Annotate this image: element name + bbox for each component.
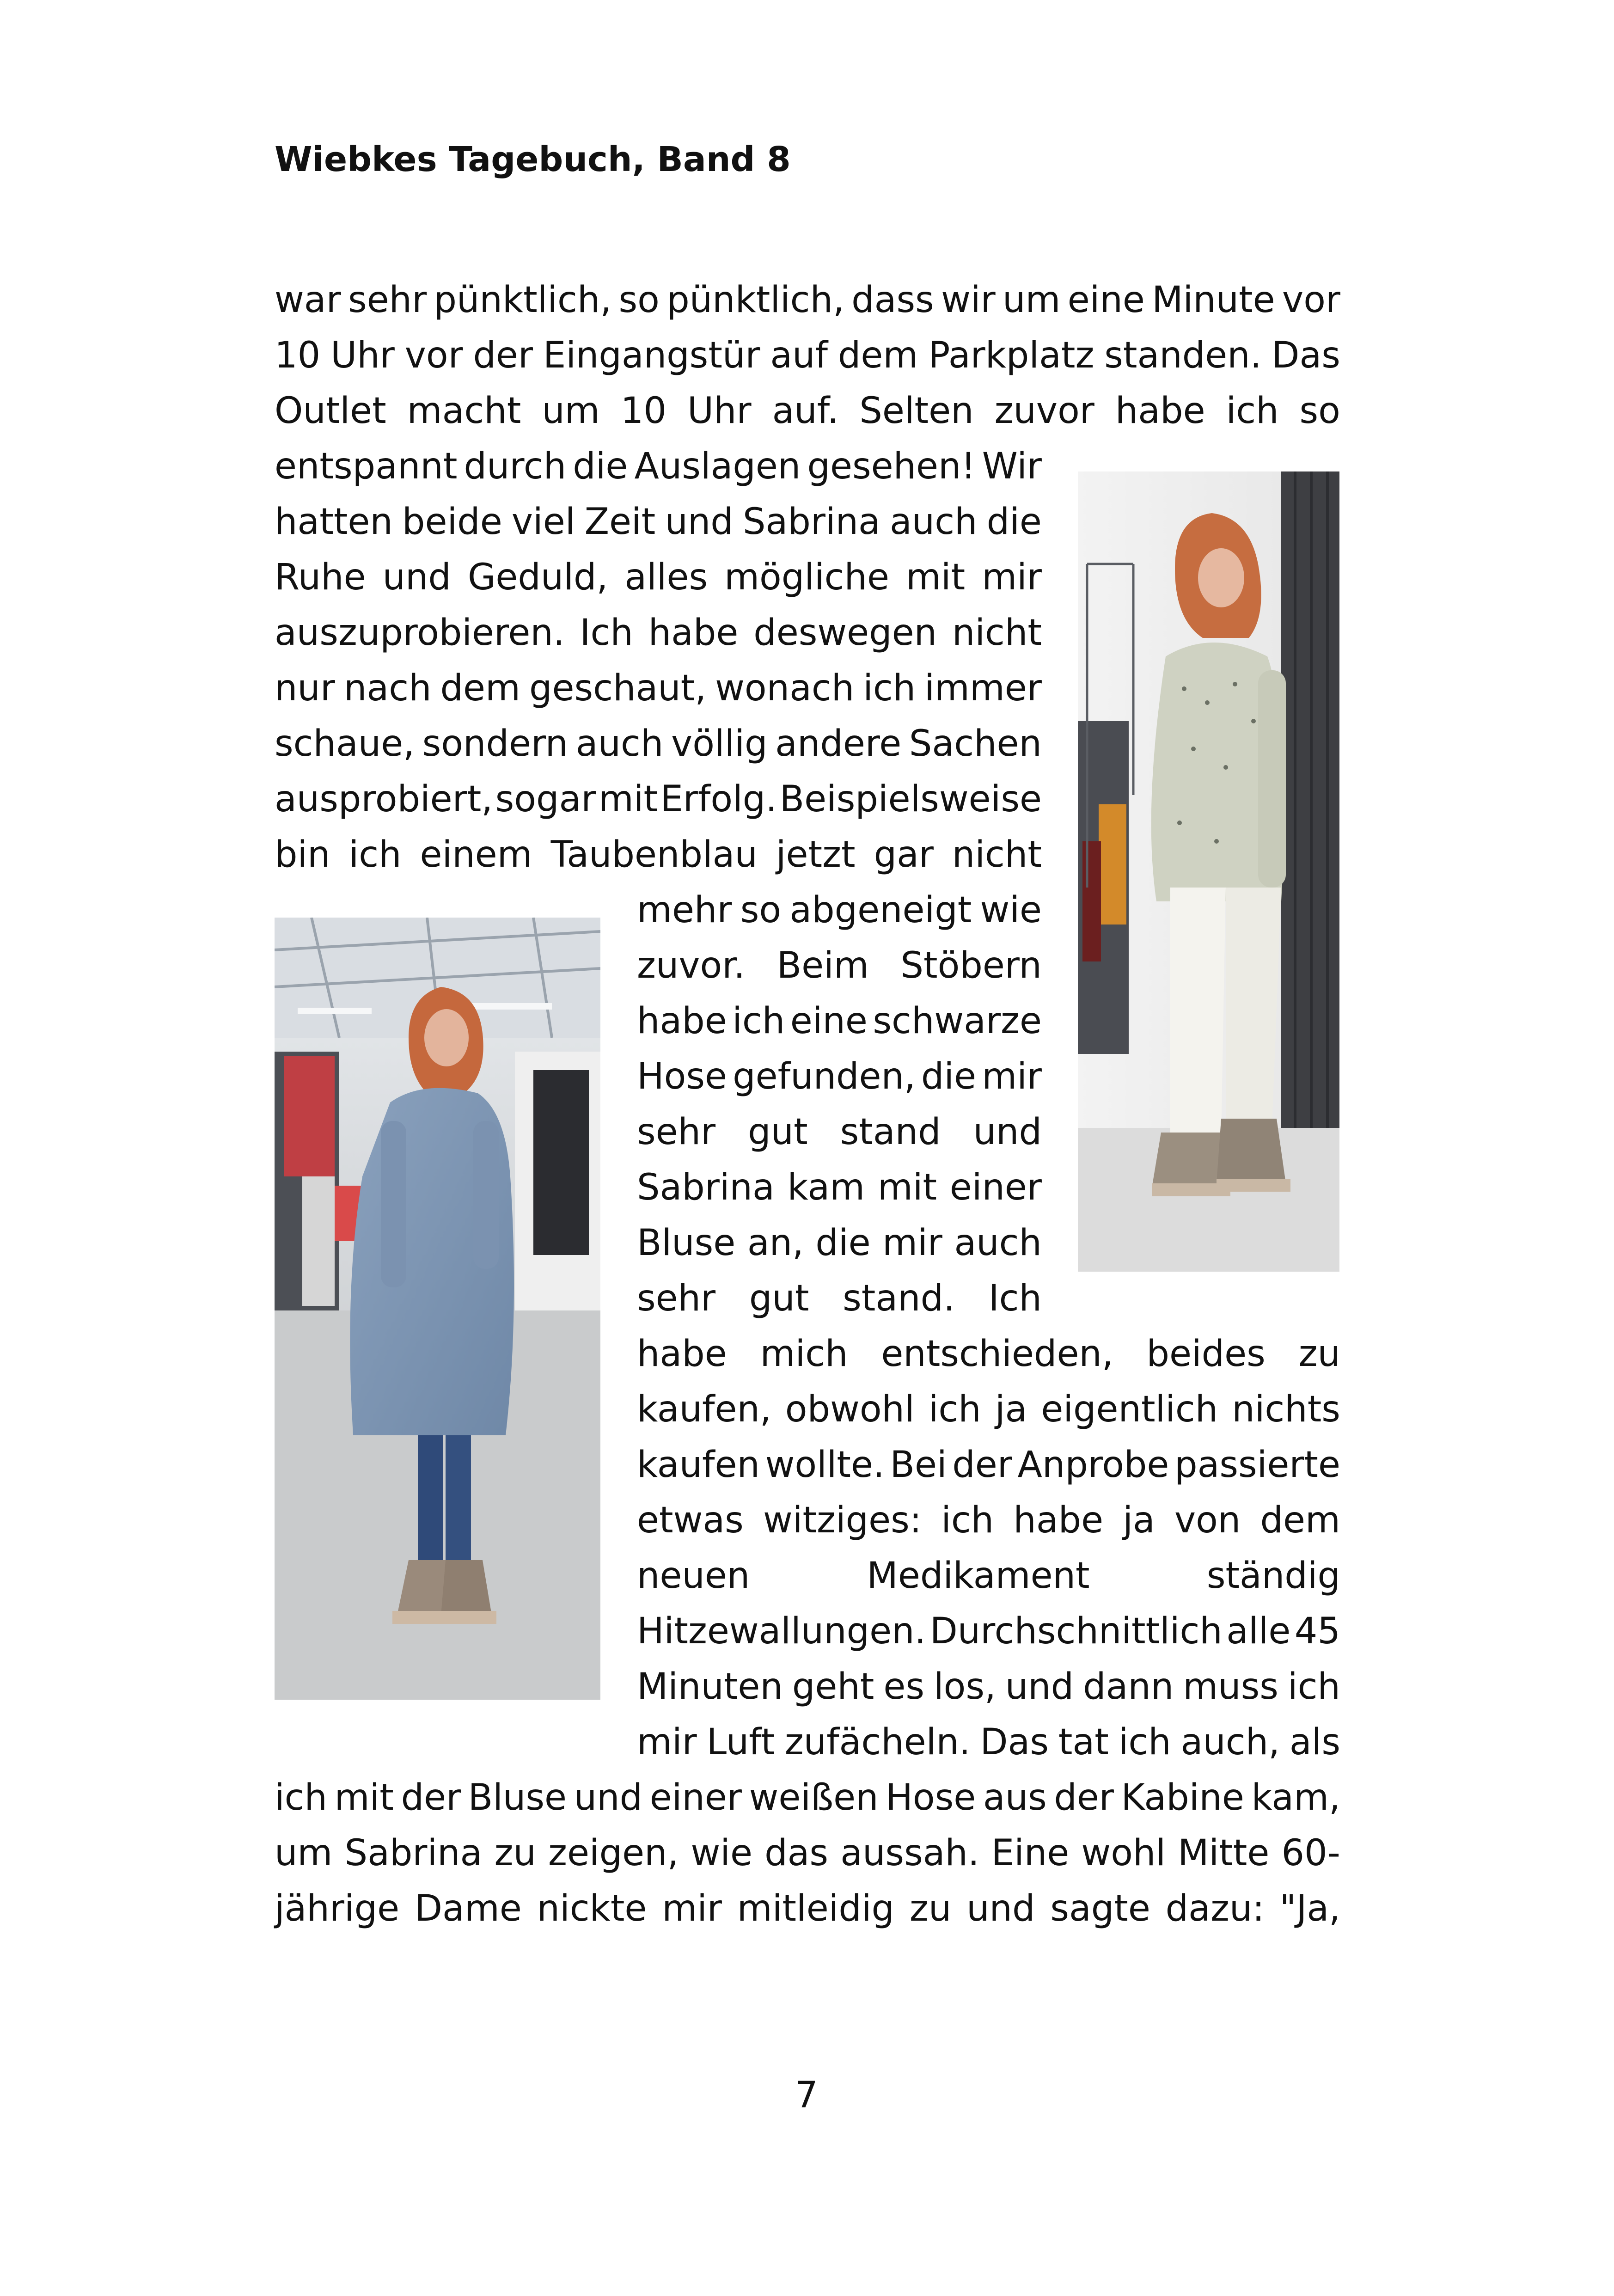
word: dem [440, 667, 521, 709]
text-line [275, 834, 1042, 876]
word: eine [790, 1000, 868, 1042]
word: so [1299, 390, 1340, 432]
word: schwarze [873, 1000, 1042, 1042]
word: ich [348, 834, 402, 876]
text-line [637, 1169, 1042, 1206]
photo-blue-coat [275, 918, 600, 1700]
word: ich [1118, 1721, 1171, 1763]
word: vor [1282, 279, 1340, 321]
word: ständig [1206, 1555, 1340, 1597]
word: passierte [1174, 1444, 1340, 1486]
word: auch [575, 723, 664, 765]
word: muss [1183, 1666, 1278, 1708]
word: gefunden, [733, 1056, 916, 1097]
word: sondern [422, 723, 569, 765]
word: kaufen [637, 1444, 760, 1486]
word: habe [1013, 1500, 1104, 1541]
word: dem [1260, 1500, 1340, 1541]
word: sagte [1050, 1888, 1150, 1929]
word: zufächeln. [784, 1721, 971, 1763]
word: ich [1287, 1666, 1340, 1708]
word: hatten [275, 501, 393, 543]
word: durch [464, 446, 567, 487]
word: war [275, 279, 341, 321]
text-line [275, 557, 1042, 598]
text-line [637, 945, 1042, 986]
word: der [952, 1444, 1012, 1486]
word: ich [732, 1000, 785, 1042]
word: Das [980, 1721, 1049, 1763]
word: pünktlich, [434, 279, 612, 321]
word: habe [1115, 390, 1205, 432]
word: eine [1067, 279, 1145, 321]
word: 10 [275, 335, 321, 376]
word: und [1005, 1666, 1074, 1708]
word: nicht [952, 612, 1042, 654]
word: das [764, 1832, 829, 1874]
word: Selten [859, 390, 974, 432]
word: auch [954, 1222, 1042, 1264]
word: sehr [348, 279, 427, 321]
word: um [1003, 279, 1061, 321]
word: mit [334, 1777, 394, 1818]
word: eigentlich [1041, 1389, 1218, 1430]
word: Bluse [637, 1222, 736, 1264]
word: kam, [1251, 1777, 1340, 1818]
text-line [637, 1278, 1042, 1319]
text-line [637, 1389, 1340, 1430]
word: und [574, 1777, 643, 1818]
word: andere [775, 723, 902, 765]
text-line [637, 1000, 1042, 1042]
word: wie [691, 1832, 752, 1874]
word: obwohl [785, 1389, 915, 1430]
word: ich [863, 667, 916, 709]
word: Sabrina [743, 501, 880, 543]
word: als [1289, 1721, 1340, 1763]
word: habe [637, 1000, 727, 1042]
word: ja [995, 1389, 1027, 1430]
word: auf [770, 335, 828, 376]
word: Minuten [637, 1666, 783, 1708]
word: stand. [843, 1278, 955, 1319]
word: Eine [991, 1832, 1070, 1874]
word: neuen [637, 1555, 750, 1597]
word: Bei [890, 1444, 947, 1486]
word: mir [982, 1056, 1042, 1097]
word: und [966, 1888, 1035, 1929]
word: aussah. [840, 1832, 979, 1874]
word: so [740, 889, 782, 931]
word: ich [275, 1777, 327, 1818]
word: mit [598, 778, 658, 820]
word: entspannt [275, 446, 458, 487]
word: Dame [414, 1888, 522, 1929]
word: mir [982, 557, 1042, 598]
word: die [573, 446, 628, 487]
word: ich [941, 1500, 994, 1541]
word: mögliche [724, 557, 889, 598]
word: mit [877, 1167, 937, 1208]
word: Kabine [1121, 1777, 1244, 1818]
text-line [637, 1333, 1340, 1375]
word: Das [1272, 335, 1340, 376]
word: witziges: [763, 1500, 922, 1541]
word: habe [648, 612, 739, 654]
word: gesehen! [807, 446, 976, 487]
word: vor [404, 335, 463, 376]
word: Erfolg. [660, 778, 777, 820]
word: so [618, 279, 660, 321]
word: zuvor. [637, 945, 745, 986]
word: sogar [495, 778, 596, 820]
word: gar [874, 834, 934, 876]
word: nur [275, 667, 335, 709]
word: auszuprobieren. [275, 612, 565, 654]
word: Ich [988, 1278, 1042, 1319]
word: ich [928, 1389, 981, 1430]
text-line [637, 1721, 1340, 1763]
word: geschaut, [529, 667, 707, 709]
word: einer [949, 1167, 1042, 1208]
word: geht [792, 1666, 874, 1708]
word: stand [840, 1111, 941, 1153]
word: Outlet [275, 390, 386, 432]
word: bin [275, 834, 330, 876]
word: gut [748, 1111, 808, 1153]
word: einer [649, 1777, 742, 1818]
word: alles [624, 557, 708, 598]
word: tat [1058, 1721, 1109, 1763]
word: mir [662, 1888, 722, 1929]
text-line [275, 279, 1340, 321]
word: beide [402, 501, 502, 543]
word: ja [1123, 1500, 1155, 1541]
word: ich [1226, 390, 1279, 432]
word: sehr [637, 1111, 716, 1153]
word: macht [407, 390, 521, 432]
word: Stöbern [900, 945, 1042, 986]
word: zu [494, 1832, 536, 1874]
word: Geduld, [467, 557, 608, 598]
word: weißen [749, 1777, 879, 1818]
running-header: Wiebkes Tagebuch, Band 8 [275, 140, 791, 179]
word: Medikament [867, 1555, 1090, 1597]
word: Uhr [330, 335, 395, 376]
word: nichts [1232, 1389, 1340, 1430]
text-line [275, 1777, 1340, 1818]
text-line [275, 1888, 1340, 1929]
word: kam [787, 1167, 865, 1208]
word: immer [924, 667, 1042, 709]
word: wollte. [765, 1444, 885, 1486]
text-line [275, 667, 1042, 709]
word: und [382, 557, 451, 598]
word: "Ja, [1279, 1888, 1340, 1929]
word: auch, [1180, 1721, 1280, 1763]
word: beides [1146, 1333, 1266, 1375]
word: mir [637, 1721, 697, 1763]
word: nickte [537, 1888, 647, 1929]
word: Anprobe [1017, 1444, 1169, 1486]
word: habe [637, 1333, 727, 1375]
word: gut [749, 1278, 809, 1319]
word: Sabrina [344, 1832, 483, 1874]
word: und [665, 501, 734, 543]
word: Ich [580, 612, 633, 654]
word: mehr [637, 889, 732, 931]
word: nicht [952, 834, 1042, 876]
word: zeigen, [548, 1832, 679, 1874]
word: Eingangstür [543, 335, 760, 376]
text-line [275, 778, 1042, 820]
word: abgeneigt [789, 889, 972, 931]
word: deswegen [753, 612, 937, 654]
word: Mitte [1178, 1832, 1270, 1874]
word: jährige [275, 1888, 400, 1929]
word: zu [1298, 1333, 1340, 1375]
word: Hose [637, 1056, 727, 1097]
word: auch [890, 501, 978, 543]
word: Taubenblau [550, 834, 758, 876]
word: mitleidig [737, 1888, 895, 1929]
word: um [275, 1832, 333, 1874]
word: völlig [671, 723, 768, 765]
word: Parkplatz [928, 335, 1094, 376]
word: Minute [1152, 279, 1275, 321]
text-line [637, 1111, 1042, 1153]
photo-white-pants-blouse [1078, 471, 1339, 1272]
word: dann [1083, 1666, 1174, 1708]
word: der [473, 335, 533, 376]
word: standen. [1104, 335, 1262, 376]
word: Uhr [687, 390, 752, 432]
text-line [275, 335, 1340, 376]
word: Auslagen [634, 446, 801, 487]
word: mich [760, 1333, 848, 1375]
word: der [1054, 1777, 1114, 1818]
word: 10 [620, 390, 666, 432]
word: dazu: [1165, 1888, 1265, 1929]
word: 45 [1294, 1610, 1340, 1652]
word: entschieden, [881, 1333, 1113, 1375]
word: dass [851, 279, 934, 321]
word: los, [933, 1666, 996, 1708]
word: Beispielsweise [779, 778, 1042, 820]
word: Hose [886, 1777, 976, 1818]
word: wie [980, 889, 1042, 931]
word: Sachen [909, 723, 1042, 765]
text-line [637, 1610, 1340, 1652]
word: und [973, 1111, 1042, 1153]
word: es [883, 1666, 924, 1708]
text-line [637, 1222, 1042, 1264]
word: Bluse [468, 1777, 567, 1818]
word: viel [511, 501, 575, 543]
word: der [401, 1777, 461, 1818]
word: wir [941, 279, 996, 321]
word: Luft [706, 1721, 775, 1763]
word: zu [909, 1888, 952, 1929]
word: pünktlich, [666, 279, 844, 321]
word: dem [838, 335, 918, 376]
word: mit [905, 557, 966, 598]
word: an, [747, 1222, 804, 1264]
word: alle [1226, 1610, 1291, 1652]
word: nach [343, 667, 432, 709]
word: mir [882, 1222, 942, 1264]
word: 60- [1281, 1832, 1340, 1874]
text-line [637, 1444, 1340, 1486]
text-line [275, 390, 1340, 432]
word: die [986, 501, 1042, 543]
word: Zeit [584, 501, 656, 543]
text-line [275, 446, 1042, 487]
word: um [542, 390, 600, 432]
word: Wir [982, 446, 1042, 487]
text-line [275, 612, 1042, 654]
text-line [275, 1832, 1340, 1874]
word: schaue, [275, 723, 415, 765]
word: einem [420, 834, 532, 876]
word: Durchschnittlich [929, 1610, 1223, 1652]
word: aus [983, 1777, 1047, 1818]
word: die [921, 1056, 977, 1097]
word: sehr [637, 1278, 716, 1319]
word: Beim [776, 945, 869, 986]
word: Sabrina [637, 1167, 775, 1208]
word: die [815, 1222, 871, 1264]
word: zuvor [994, 390, 1094, 432]
word: ausprobiert, [275, 778, 493, 820]
text-line [637, 1555, 1340, 1597]
word: Ruhe [275, 557, 366, 598]
word: etwas [637, 1500, 744, 1541]
text-line [637, 1500, 1340, 1541]
word: von [1174, 1500, 1241, 1541]
text-line [637, 1666, 1340, 1708]
text-line [275, 723, 1042, 765]
text-line [637, 889, 1042, 931]
word: wohl [1081, 1832, 1166, 1874]
word: Hitzewallungen. [637, 1610, 926, 1652]
page-number: 7 [795, 2075, 818, 2116]
text-line [275, 501, 1042, 543]
word: jetzt [776, 834, 856, 876]
word: wonach [715, 667, 855, 709]
word: kaufen, [637, 1389, 771, 1430]
word: auf. [772, 390, 839, 432]
text-line [637, 1056, 1042, 1097]
